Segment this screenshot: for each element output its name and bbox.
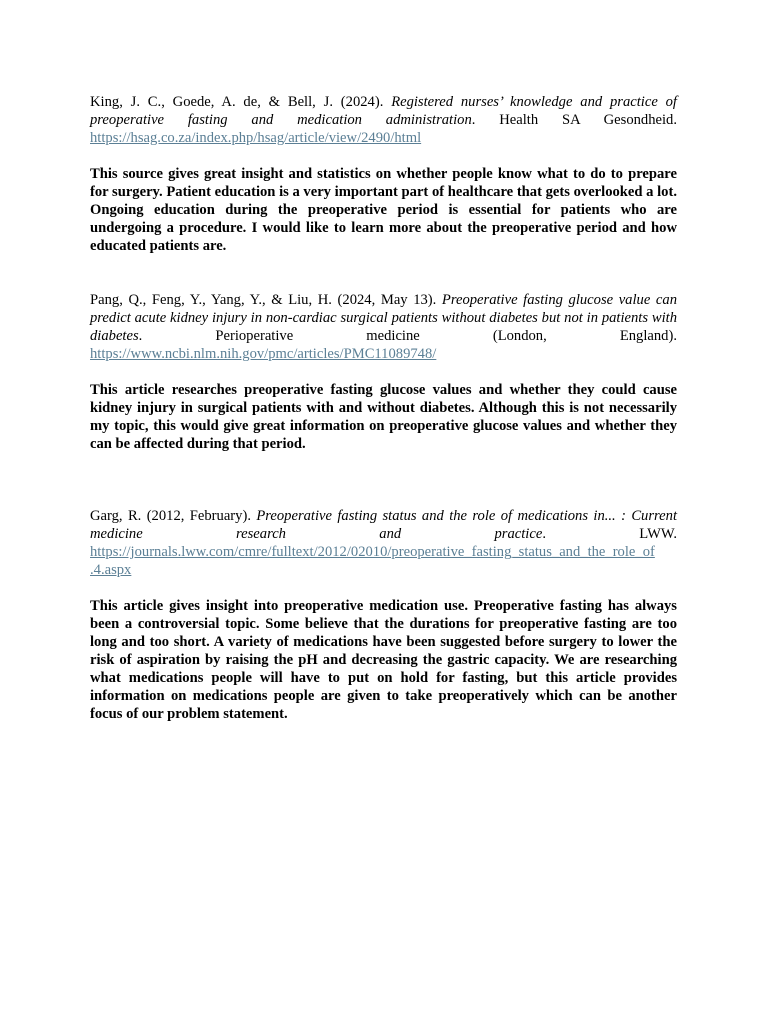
bibliography-entry — [90, 507, 677, 723]
citation-authors-year: Pang, Q., Feng, Y., Yang, Y., & Liu, H. (2024, May 13). — [90, 292, 442, 308]
citation-authors-year: Garg, R. (2012, February). — [90, 508, 257, 524]
citation-source: . LWW. — [542, 526, 677, 542]
citation — [90, 93, 677, 147]
citation-source: . Health SA Gesondheid. — [471, 112, 677, 128]
citation-source: . Perioperative medicine (London, England). — [138, 328, 677, 344]
citation-authors-year: King, J. C., Goede, A. de, & Bell, J. (2024). — [90, 94, 392, 110]
bibliography-entry — [90, 93, 677, 255]
document-page — [90, 93, 677, 723]
annotation-text: This article gives insight into preoperative medication use. Preoperative fasting has always been a controversial topic. Some believe that the durations for preoperative fasting are too long and too short. A variety of medications have been suggested before surgery to lower the risk of aspiration by raising the pH and decreasing the gastric capacity. We are researching what medications people will have to put on hold for fasting, but this article provides information on medications people are given to take preoperatively which can be another focus of our problem statement. — [90, 598, 677, 722]
citation-title: Preoperative fasting status and the role of medications in... : Current medicine research and practice — [90, 508, 677, 542]
citation-title: Registered nurses’ knowledge and practice of preoperative fasting and medication administration — [90, 94, 677, 128]
annotation-text: This article researches preoperative fasting glucose values and whether they could cause kidney injury in surgical patients with and without diabetes. Although this is not necessarily my topic, this would give great information on preoperative glucose values and whether they can be affected during that period. — [90, 382, 677, 452]
bibliography-entry — [90, 291, 677, 453]
citation-link[interactable]: https://hsag.co.za/index.php/hsag/article/view/2490/html — [90, 130, 422, 146]
citation — [90, 291, 677, 363]
citation-link-line-2: .4.aspx — [90, 562, 132, 578]
citation-title: Preoperative fasting glucose value can predict acute kidney injury in non-cardiac surgical patients without diabetes but not in patients with diabetes — [90, 292, 677, 344]
citation — [90, 507, 677, 579]
annotation-text: This source gives great insight and statistics on whether people know what to do to prepare for surgery. Patient education is a very important part of healthcare that gets overlooked a lot. Ongoing education during the preoperative period is essential for patients who are undergoing a procedure. I would like to learn more about the preoperative period and how educated patients are. — [90, 166, 677, 254]
citation-link[interactable]: https://www.ncbi.nlm.nih.gov/pmc/articles/PMC11089748/ — [90, 346, 437, 362]
citation-link[interactable] — [90, 544, 655, 578]
citation-link-line-1: https://journals.lww.com/cmre/fulltext/2012/02010/preoperative_fasting_status_and_the_role_of — [90, 544, 655, 560]
